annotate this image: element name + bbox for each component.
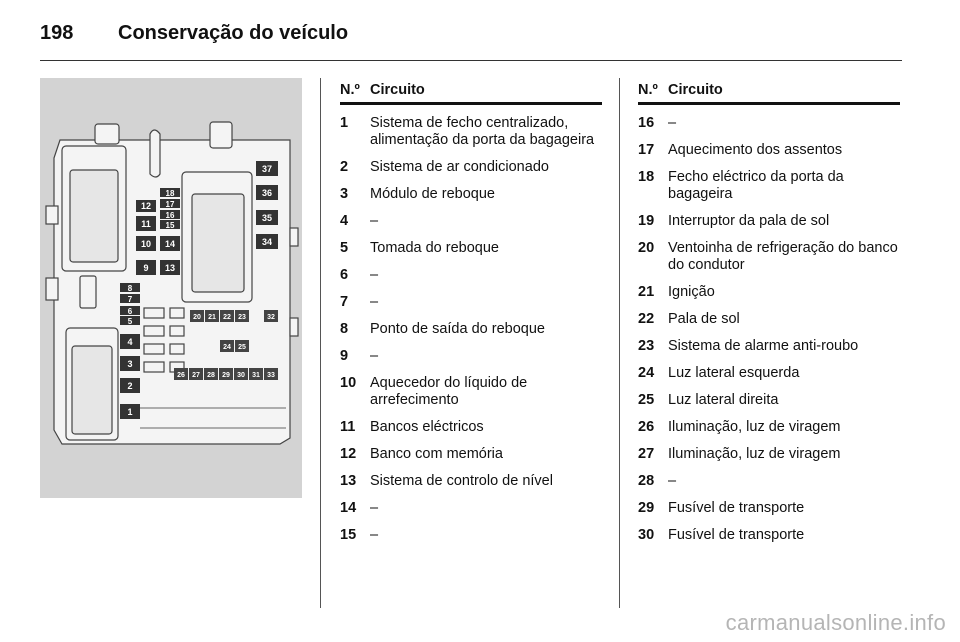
table-row <box>340 115 602 149</box>
circuit-table-right <box>638 78 900 544</box>
circuit-description: – <box>370 267 379 283</box>
fuse-tag-2: 2 <box>127 381 133 391</box>
table-row <box>638 392 900 409</box>
table-row <box>638 365 900 382</box>
fuse-tag-5: 5 <box>127 317 133 326</box>
table-row <box>638 527 900 544</box>
small-fuse-27: 27 <box>192 372 200 379</box>
page-header <box>40 18 348 48</box>
fuse-tag-36: 36 <box>261 188 273 198</box>
fuse-tag-7: 7 <box>127 295 133 304</box>
circuit-description: Bancos eléctricos <box>370 419 484 435</box>
circuit-number: 15 <box>340 527 357 543</box>
circuit-description: Banco com memória <box>370 446 503 462</box>
table-row <box>638 240 900 274</box>
circuit-number: 20 <box>638 240 655 256</box>
table-header <box>340 78 602 105</box>
fuse-tag-4: 4 <box>127 337 133 347</box>
table-row <box>638 311 900 328</box>
circuit-description: Luz lateral esquerda <box>668 365 800 381</box>
small-fuse-29: 29 <box>222 372 230 379</box>
circuit-description: – <box>668 473 677 489</box>
circuit-number: 17 <box>638 142 655 158</box>
small-fuse-22: 22 <box>223 314 231 321</box>
circuit-number: 18 <box>638 169 655 185</box>
circuit-description: – <box>370 213 379 229</box>
circuit-description: Fecho eléctrico da porta da bagageira <box>668 169 844 202</box>
fuse-tag-8: 8 <box>127 284 133 293</box>
small-fuse-20: 20 <box>193 314 201 321</box>
circuit-number: 11 <box>340 419 356 435</box>
column-divider-right <box>619 78 620 608</box>
circuit-description: Aquecimento dos assentos <box>668 142 843 158</box>
circuit-description: – <box>668 115 677 131</box>
fuse-tag-18: 18 <box>165 189 175 198</box>
circuit-number: 22 <box>638 311 655 327</box>
fuse-box-illustration <box>40 78 302 498</box>
table-row <box>340 419 602 436</box>
small-fuse-32: 32 <box>267 314 275 321</box>
circuit-description: Interruptor da pala de sol <box>668 213 830 229</box>
small-fuse-28: 28 <box>207 372 215 379</box>
circuit-description: Sistema de ar condicionado <box>370 159 549 175</box>
circuit-number: 6 <box>340 267 349 283</box>
small-fuse-26: 26 <box>177 372 185 379</box>
col-circuit-header: Circuito <box>668 82 723 98</box>
table-row <box>638 338 900 355</box>
circuit-number: 25 <box>638 392 655 408</box>
col-number-header: N.º <box>340 82 360 98</box>
circuit-description: – <box>370 294 379 310</box>
circuit-description: Sistema de alarme anti-roubo <box>668 338 859 354</box>
table-row <box>340 294 602 311</box>
circuit-number: 4 <box>340 213 349 229</box>
table-row <box>638 169 900 203</box>
table-row <box>638 446 900 463</box>
table-row <box>340 240 602 257</box>
table-row <box>638 142 900 159</box>
small-fuse-33: 33 <box>267 372 275 379</box>
circuit-description: Pala de sol <box>668 311 740 327</box>
page-title: Conservação do veículo <box>118 21 349 44</box>
fuse-tag-34: 34 <box>261 237 273 247</box>
table-row <box>340 267 602 284</box>
small-fuse-21: 21 <box>208 314 216 321</box>
page-number: 198 <box>40 21 74 44</box>
circuit-number: 24 <box>638 365 655 381</box>
circuit-number: 29 <box>638 500 655 516</box>
circuit-number: 30 <box>638 527 655 543</box>
circuit-number: 10 <box>340 375 357 391</box>
fuse-tag-17: 17 <box>165 200 175 209</box>
circuit-number: 2 <box>340 159 349 175</box>
circuit-description: – <box>370 348 379 364</box>
fuse-tag-3: 3 <box>127 359 133 369</box>
table-row <box>340 321 602 338</box>
circuit-number: 19 <box>638 213 655 229</box>
circuit-number: 23 <box>638 338 655 354</box>
circuit-number: 14 <box>340 500 357 516</box>
fuse-tag-35: 35 <box>261 213 273 223</box>
fuse-box-diagram <box>40 78 302 498</box>
circuit-description: Aquecedor do líquido de arrefecimento <box>370 375 528 408</box>
table-row <box>638 284 900 301</box>
circuit-number: 21 <box>638 284 655 300</box>
table-row <box>340 527 602 544</box>
table-row <box>638 473 900 490</box>
small-fuse-24: 24 <box>223 344 231 351</box>
circuit-description: Fusível de transporte <box>668 527 805 543</box>
circuit-number: 5 <box>340 240 349 256</box>
circuit-description: – <box>370 500 379 516</box>
small-fuse-23: 23 <box>238 314 246 321</box>
column-divider-left <box>320 78 321 608</box>
circuit-number: 7 <box>340 294 349 310</box>
circuit-number: 27 <box>638 446 655 462</box>
fuse-tag-1: 1 <box>127 407 133 417</box>
table-row <box>638 419 900 436</box>
circuit-number: 26 <box>638 419 655 435</box>
circuit-description: Ventoinha de refrigeração do banco do condutor <box>668 240 898 273</box>
table-row <box>638 115 900 132</box>
fuse-tag-10: 10 <box>140 239 152 249</box>
circuit-number: 16 <box>638 115 655 131</box>
fuse-tag-14: 14 <box>164 239 176 249</box>
circuit-description: Ponto de saída do reboque <box>370 321 545 337</box>
table-row <box>340 159 602 176</box>
table-row <box>340 473 602 490</box>
circuit-number: 12 <box>340 446 357 462</box>
table-row <box>340 186 602 203</box>
circuit-description: Ignição <box>668 284 715 300</box>
circuit-table-left <box>340 78 602 544</box>
circuit-description: Módulo de reboque <box>370 186 495 202</box>
fuse-tag-9: 9 <box>143 263 149 273</box>
table-row <box>340 446 602 463</box>
circuit-description: Tomada do reboque <box>370 240 499 256</box>
circuit-description: Sistema de controlo de nível <box>370 473 553 489</box>
circuit-description: – <box>370 527 379 543</box>
circuit-description: Iluminação, luz de viragem <box>668 419 841 435</box>
small-fuse-25: 25 <box>238 344 246 351</box>
fuse-tag-37: 37 <box>261 164 273 174</box>
circuit-description: Luz lateral direita <box>668 392 779 408</box>
small-fuse-31: 31 <box>252 372 260 379</box>
circuit-number: 8 <box>340 321 349 337</box>
fuse-tag-11: 11 <box>141 219 151 229</box>
table-row <box>340 375 602 409</box>
table-row <box>638 213 900 230</box>
col-circuit-header: Circuito <box>370 82 425 98</box>
circuit-description: Iluminação, luz de viragem <box>668 446 841 462</box>
watermark: carmanualsonline.info <box>725 610 946 635</box>
circuit-number: 9 <box>340 348 349 364</box>
fuse-tag-6: 6 <box>127 307 133 316</box>
table-header <box>638 78 900 105</box>
fuse-tag-12: 12 <box>140 201 152 211</box>
table-row <box>340 348 602 365</box>
circuit-number: 1 <box>340 115 349 131</box>
header-rule <box>40 60 902 61</box>
col-number-header: N.º <box>638 82 658 98</box>
circuit-number: 3 <box>340 186 349 202</box>
fuse-tag-16: 16 <box>165 211 175 220</box>
small-fuse-30: 30 <box>237 372 245 379</box>
fuse-tag-13: 13 <box>164 263 176 273</box>
circuit-number: 13 <box>340 473 357 489</box>
circuit-number: 28 <box>638 473 655 489</box>
circuit-description: Fusível de transporte <box>668 500 805 516</box>
table-row <box>340 213 602 230</box>
circuit-description: Sistema de fecho centralizado, alimentação da porta da bagageira <box>370 115 595 148</box>
table-row <box>638 500 900 517</box>
fuse-tag-15: 15 <box>165 221 175 230</box>
table-row <box>340 500 602 517</box>
